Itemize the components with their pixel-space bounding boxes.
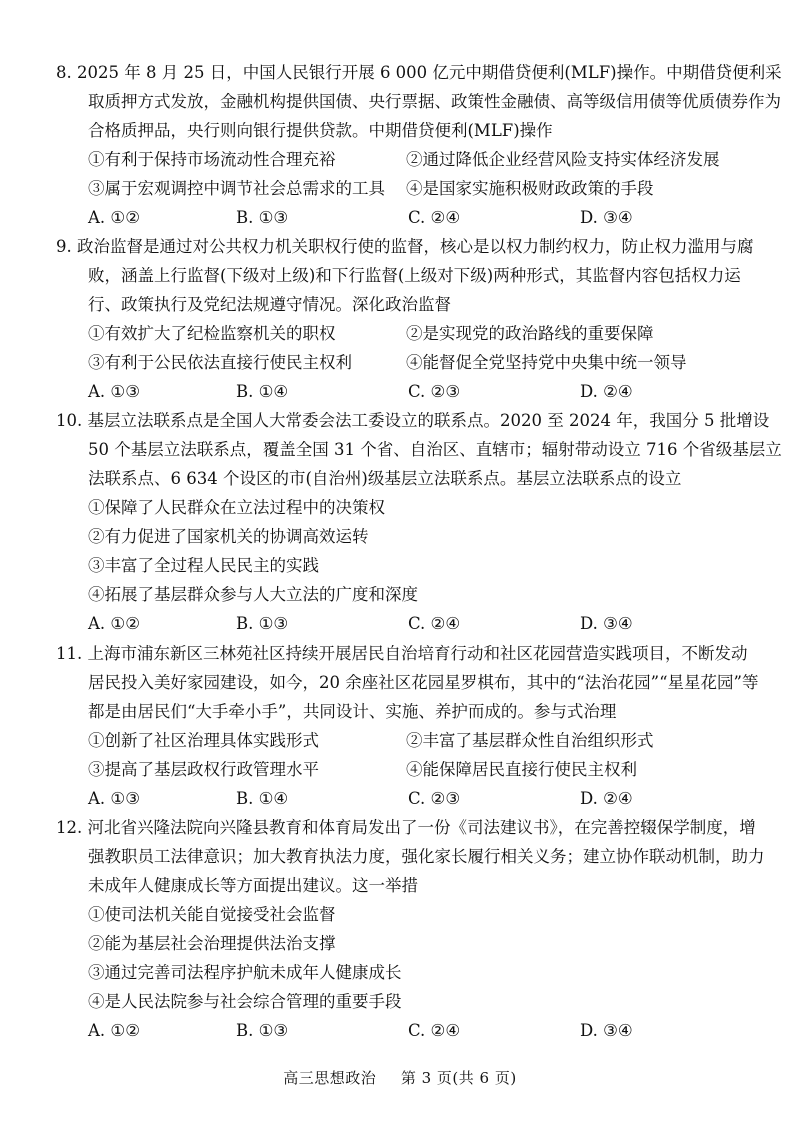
statement-2: ②通过降低企业经营风险支持实体经济发展 <box>406 150 720 169</box>
question-stem-line: 9. 政治监督是通过对公共权力机关职权行使的监督，核心是以权力制约权力，防止权力滥用与腐 <box>56 237 754 256</box>
choice-d: D. ③④ <box>580 614 633 633</box>
choice-c: C. ②④ <box>408 1021 461 1040</box>
choice-a: A. ①② <box>88 1021 140 1040</box>
question-stem-line: 居民投入美好家园建设，如今，20 余座社区花园星罗棋布，其中的“法治花园”“星星花园”等 <box>88 673 759 692</box>
choice-b: B. ①③ <box>236 208 289 227</box>
statement-3: ③有利于公民依法直接行使民主权利 <box>88 353 352 372</box>
choice-d: D. ②④ <box>580 789 633 808</box>
question-stem-line: 行、政策执行及党纪法规遵守情况。深化政治监督 <box>88 295 451 314</box>
statement-row <box>56 726 756 755</box>
statement-4: ④能保障居民直接行使民主权利 <box>406 760 637 779</box>
choice-c: C. ②④ <box>408 614 461 633</box>
question-stem-line: 都是由居民们“大手牵小手”，共同设计、实施、养护而成的。参与式治理 <box>88 702 617 721</box>
choice-c: C. ②④ <box>408 208 461 227</box>
question-stem-line: 败，涵盖上行监督(下级对上级)和下行监督(上级对下级)两种形式，其监督内容包括权力运 <box>88 266 741 285</box>
statement-1: ①保障了人民群众在立法过程中的决策权 <box>88 498 385 517</box>
question-12 <box>56 813 765 1045</box>
choice-a: A. ①② <box>88 614 140 633</box>
question-8 <box>56 58 782 232</box>
statement-1: ①有效扩大了纪检监察机关的职权 <box>88 324 336 343</box>
question-stem-line: 12. 河北省兴隆法院向兴隆县教育和体育局发出了一份《司法建议书》，在完善控辍保学制度，增 <box>56 818 756 837</box>
statement-4: ④能督促全党坚持党中央集中统一领导 <box>406 353 687 372</box>
choice-a: A. ①② <box>88 208 140 227</box>
statement-row <box>56 348 756 377</box>
choice-b: B. ①③ <box>236 1021 289 1040</box>
answer-choices <box>56 203 756 232</box>
question-stem-line: 11. 上海市浦东新区三林苑社区持续开展居民自治培育行动和社区花园营造实践项目，不断发动 <box>56 644 748 663</box>
question-stem-line: 法联系点、6 634 个设区的市(自治州)级基层立法联系点。基层立法联系点的设立 <box>88 469 682 488</box>
statement-row <box>56 145 756 174</box>
choice-b: B. ①④ <box>236 789 289 808</box>
statement-2: ②有力促进了国家机关的协调高效运转 <box>88 527 369 546</box>
statement-3: ③属于宏观调控中调节社会总需求的工具 <box>88 179 385 198</box>
question-stem-line: 合格质押品，央行则向银行提供贷款。中期借贷便利(MLF)操作 <box>88 121 553 140</box>
answer-choices <box>56 784 756 813</box>
statement-4: ④是国家实施积极财政政策的手段 <box>406 179 654 198</box>
statement-1: ①有利于保持市场流动性合理充裕 <box>88 150 336 169</box>
answer-choices <box>56 377 756 406</box>
statement-2: ②丰富了基层群众性自治组织形式 <box>406 731 654 750</box>
statement-2: ②是实现党的政治路线的重要保障 <box>406 324 654 343</box>
choice-d: D. ③④ <box>580 208 633 227</box>
statement-2: ②能为基层社会治理提供法治支撑 <box>88 934 336 953</box>
question-stem-line: 强教职员工法律意识；加大教育执法力度，强化家长履行相关义务；建立协作联动机制，助力 <box>88 847 765 866</box>
answer-choices <box>56 1016 756 1045</box>
question-stem-line: 10. 基层立法联系点是全国人大常委会法工委设立的联系点。2020 至 2024 年，我国分 5 批增设 <box>56 411 770 430</box>
answer-choices <box>56 609 756 638</box>
choice-d: D. ③④ <box>580 1021 633 1040</box>
question-stem-line: 未成年人健康成长等方面提出建议。这一举措 <box>88 876 418 895</box>
choice-c: C. ②③ <box>408 789 461 808</box>
statement-1: ①使司法机关能自觉接受社会监督 <box>88 905 336 924</box>
statement-3: ③丰富了全过程人民民主的实践 <box>88 556 319 575</box>
page-footer <box>0 1066 800 1090</box>
choice-b: B. ①④ <box>236 382 289 401</box>
question-stem-line: 50 个基层立法联系点，覆盖全国 31 个省、自治区、直辖市；辐射带动设立 716 个省级基层立 <box>88 440 782 459</box>
question-9 <box>56 232 756 406</box>
statement-3: ③提高了基层政权行政管理水平 <box>88 760 319 779</box>
statement-row <box>56 319 756 348</box>
statement-3: ③通过完善司法程序护航未成年人健康成长 <box>88 963 402 982</box>
footer-subject: 高三思想政治 <box>283 1069 377 1087</box>
choice-c: C. ②③ <box>408 382 461 401</box>
statement-1: ①创新了社区治理具体实践形式 <box>88 731 319 750</box>
question-stem-line: 取质押方式发放，金融机构提供国债、央行票据、政策性金融债、高等级信用债等优质债券作为 <box>88 92 781 111</box>
footer-page-number: 第 3 页(共 6 页) <box>400 1069 517 1087</box>
question-11 <box>56 639 759 813</box>
question-10 <box>56 406 782 638</box>
statement-4: ④拓展了基层群众参与人大立法的广度和深度 <box>88 585 418 604</box>
choice-d: D. ②④ <box>580 382 633 401</box>
choice-a: A. ①③ <box>88 382 140 401</box>
statement-row <box>56 174 756 203</box>
statement-row <box>56 755 756 784</box>
choice-a: A. ①③ <box>88 789 140 808</box>
question-stem-line: 8. 2025 年 8 月 25 日，中国人民银行开展 6 000 亿元中期借贷便利(MLF)操作。中期借贷便利采 <box>56 63 782 82</box>
statement-4: ④是人民法院参与社会综合管理的重要手段 <box>88 992 402 1011</box>
choice-b: B. ①③ <box>236 614 289 633</box>
